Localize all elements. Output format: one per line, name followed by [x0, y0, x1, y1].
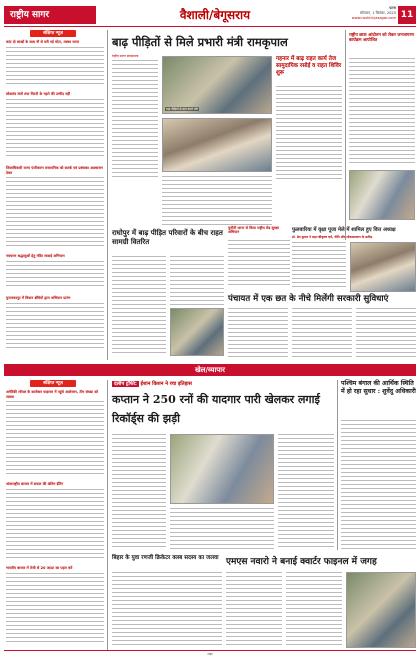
- left-item-4-body: [6, 261, 104, 289]
- s2-sub-tag-text: ईशान किशन ने रचा इतिहास: [140, 381, 192, 387]
- left-item-5: [6, 296, 104, 354]
- left-item-4-head: नवचरण श्रद्धालुओं हेतु मंदिर सफाई अभियान: [6, 254, 65, 258]
- right-col-divider: [345, 30, 346, 240]
- story3-body: [292, 242, 346, 290]
- s2-mid-headline: बिहार के युवा रणजी क्रिकेटर क्लब सदस्य का जलवा: [112, 555, 219, 561]
- left-item-4: [6, 254, 104, 292]
- left-item-1-body: [6, 47, 104, 85]
- s2-main-photo: [170, 434, 274, 504]
- s2-lower-headline: एमएस नवारो ने बनाई क्वार्टर फाइनल में जगह: [226, 557, 377, 567]
- section2-news-tag: संक्षिप्त न्यूज़: [30, 380, 76, 387]
- left-item-5-body: [6, 303, 104, 351]
- left-col-divider: [107, 30, 108, 360]
- masthead-rule: [4, 26, 416, 27]
- left-item-2-head: लोकतंत्र संतों तथा मिटटी के चहने की उम्मीद नहीं: [6, 92, 70, 96]
- s2-left-item-3: [6, 566, 104, 648]
- s2-left-item-3-body: [6, 573, 104, 645]
- lead-sub-headline: गहनार में बाढ़ राहत कार्य तेज सामुदायिक रसोई व राहत शिविर शुरू: [276, 56, 342, 76]
- s2-left-item-1-head: अमेरिकी लॉयल के कारोबार फाइनल में पहुंचे आशेरवन, टीम संख्या को जवाब: [6, 390, 99, 399]
- lead-byline: राष्ट्रीय सागर संवाददाता: [112, 54, 139, 58]
- lead-photo-caption: बाढ़ पीड़ितों से बात करते मंत्री: [166, 107, 198, 111]
- s2-left-item-2-body: [6, 489, 104, 559]
- section2-banner: [4, 364, 416, 376]
- s2-sub-tag-label: दलीप ट्रॉफी:: [114, 381, 137, 387]
- s2-main-body-3: [170, 508, 274, 550]
- s2-mid-body: [112, 572, 222, 648]
- lead-photo-2: [162, 118, 272, 172]
- s2-right-divider: [337, 380, 338, 550]
- brand-band: [4, 6, 96, 24]
- story4-body-1: [228, 308, 288, 358]
- story3-byline: डॉ. प्रेम कुमार ने सहा-श्रीकृष्ण धर्म, नीति और लोककल्याण के प्रतीक: [292, 235, 373, 239]
- story3-head: चुनौती घटना से किया राष्ट्रीय रोड सुरक्षा अभियान: [228, 226, 279, 235]
- left-item-5-head: मुजफ्फरपुर में विधान क्षेत्रियों द्वारा अभियान प्रारंभ: [6, 296, 71, 300]
- city: पटना: [389, 6, 396, 10]
- s2-main-body-1: [112, 434, 166, 550]
- story3-body-left: [228, 240, 290, 288]
- s2-left-item-1-body: [6, 401, 104, 477]
- story2-photo: [170, 308, 224, 356]
- lead-body-col-1: [112, 60, 158, 180]
- right-top-head: राष्ट्रीय छात्रा आंदोलन को लेकर जनजागरण कार्यक्रम आयोजित: [349, 32, 415, 42]
- page-number: 11: [398, 6, 416, 24]
- story3-photo: [350, 242, 416, 292]
- left-item-3-body: [6, 177, 104, 249]
- story3-headline: फुलवारिया में वृक्षा पूजा मेले में शामिल हुए वित्त अध्यक्ष: [292, 227, 396, 233]
- s2-lower-body-1: [226, 572, 282, 648]
- s2-sub-tag: [112, 380, 332, 388]
- s2-left-item-2: [6, 482, 104, 562]
- left-item-3-head: जिलाधिकारी राज्य पंजीकरण रासायनिक को सतर्क एवं प्रबंधकर आश्वासन देकर: [6, 166, 103, 175]
- date: सोमवार, 1 सितंबर, 2025: [360, 11, 396, 15]
- story2-body-2: [170, 256, 224, 306]
- website[interactable]: www.rashtriyasagar.com: [351, 16, 396, 20]
- brand-name: राष्ट्रीय सागर: [10, 10, 50, 20]
- left-item-1-head: कांट दो लाखों के साथ नौ से धरी गई मोटा, तस्कर फरार: [6, 40, 80, 44]
- left-item-1: [6, 40, 104, 88]
- s2-main-headline: कप्तान ने 250 रनों की यादगार पारी खेलकर लगाई रिकॉर्ड्स की झड़ी: [112, 393, 320, 425]
- story4-body-2: [292, 308, 352, 358]
- s2-side-headline: पश्चिम बंगाल की आर्थिक स्थिति में हो रहा सुधार : शुवेंदु अधिकारी: [341, 380, 416, 395]
- left-item-2-body: [6, 99, 104, 159]
- dateline: [318, 6, 396, 24]
- section2-banner-label: खेल/व्यापार: [195, 366, 225, 374]
- right-top-body: [349, 58, 415, 166]
- s2-left-item-3-head: भारतीय बाजार में तेजी से 20 आउट का पहल करें: [6, 566, 73, 570]
- section-title: वैशाली/बेगूसराय: [179, 8, 251, 22]
- footer-marker: शहर: [207, 652, 213, 656]
- s2-side-body: [341, 420, 416, 550]
- s2-left-item-2-head: अंतरराष्ट्रीय बाजार में सफल की अंतिम ईंटिंग: [6, 482, 64, 486]
- left-news-tag: संक्षिप्त न्यूज़: [30, 30, 76, 37]
- right-top-photo: [349, 170, 415, 220]
- lead-body-col-3: [162, 176, 272, 226]
- lead-photo: [162, 56, 272, 114]
- page-footer-rule: [4, 650, 416, 651]
- s2-left-item-1: [6, 390, 104, 478]
- lead-body-col-2: [276, 86, 342, 182]
- s2-lower-body-2: [286, 572, 342, 648]
- s2-lower-photo: [346, 572, 416, 648]
- story4-headline: पंचायत में एक छत के नीचे मिलेंगी सरकारी सुविधाएं: [228, 294, 389, 304]
- lead-headline: बाढ़ पीड़ितों से मिले प्रभारी मंत्री रामकृपाल: [112, 35, 288, 49]
- story2-headline: राघोपुर में बाढ़ पीड़ित परिवारों के बीच राहत सामग्री वितरित: [112, 228, 223, 246]
- s2-main-body-2: [278, 434, 334, 550]
- s2-left-divider: [107, 380, 108, 650]
- left-item-2: [6, 92, 104, 162]
- story2-body-1: [112, 256, 166, 356]
- left-item-3: [6, 166, 104, 250]
- story4-body-3: [356, 308, 416, 358]
